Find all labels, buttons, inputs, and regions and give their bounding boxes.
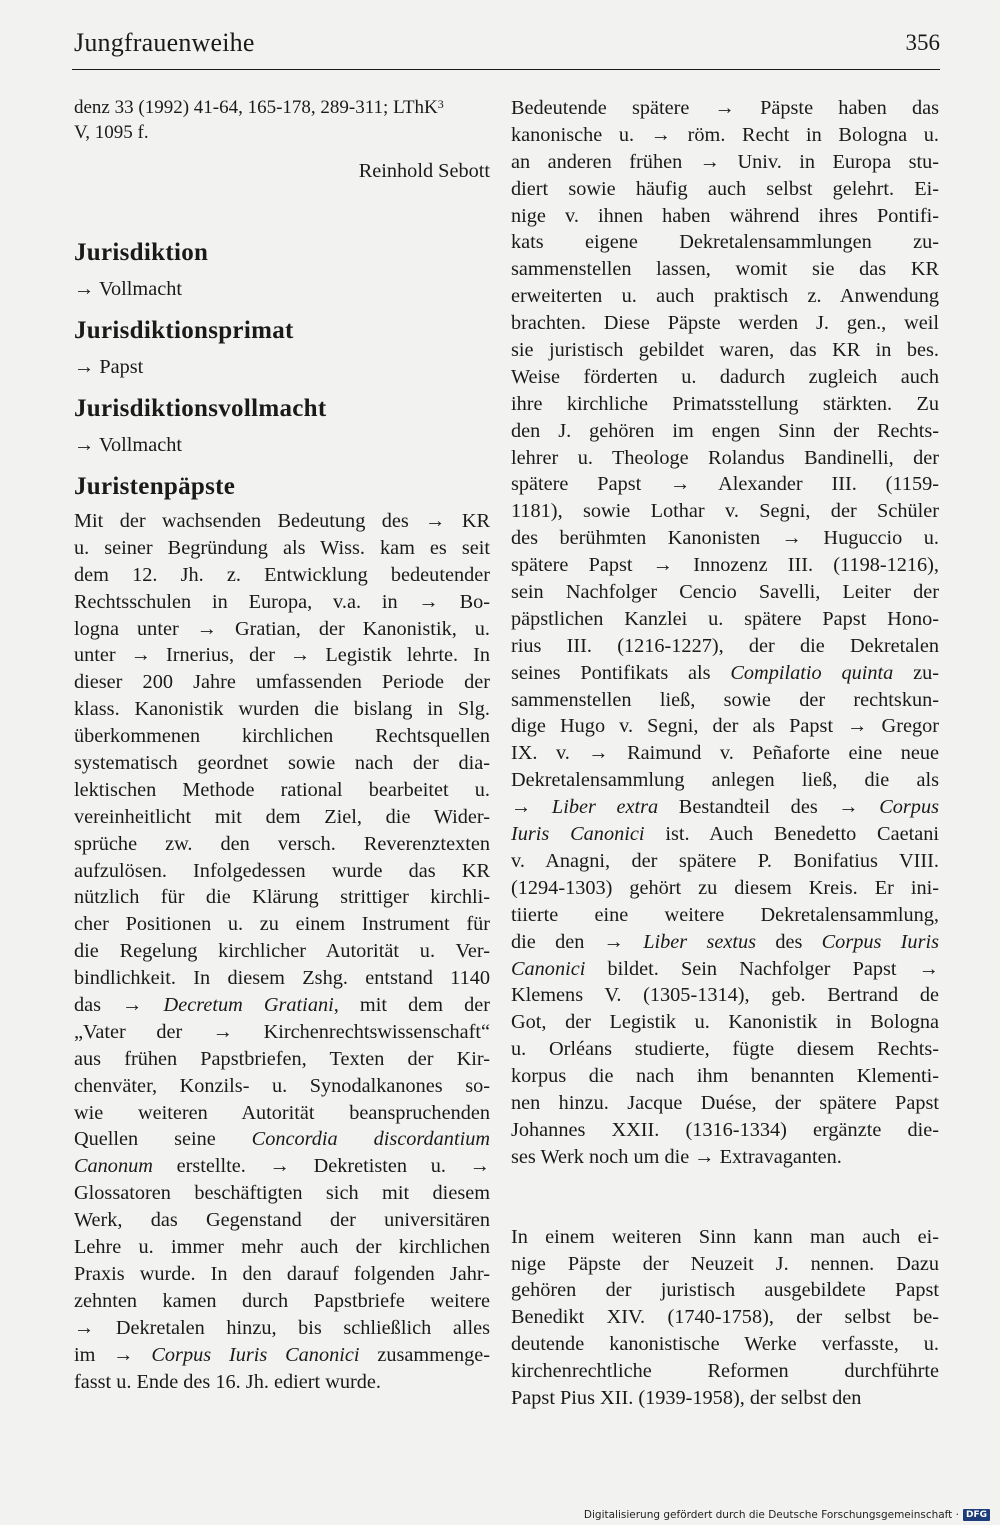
page-number: 356: [905, 30, 940, 55]
text-line: aufzulösen. Infolgedessen wurde das KR: [74, 859, 490, 882]
text-line: klass. Kanonistik wurden die bislang in Slg.: [74, 698, 490, 721]
text-line: Iuris Canonici ist. Auch Benedetto Caetani: [511, 823, 939, 846]
text-line: Mit der wachsenden Bedeutung des → KR: [74, 510, 490, 532]
text-line: erweiterten u. auch praktisch z. Anwendung: [511, 285, 939, 308]
text-line: päpstlichen Kanzlei u. spätere Papst Hono-: [511, 607, 939, 630]
cross-reference-link[interactable]: → Vollmacht: [74, 434, 182, 456]
text-line: aus frühen Papstbriefen, Texten der Kir-: [74, 1047, 490, 1070]
text-line: Bedeutende spätere → Päpste haben das: [511, 97, 939, 119]
text-line: → Liber extra Bestandteil des → Corpus: [511, 796, 939, 819]
text-line: gehören der juristisch ausgebildete Papst: [511, 1279, 939, 1302]
text-line: In einem weiteren Sinn kann man auch ei-: [511, 1225, 939, 1248]
text-line: „Vater der → Kirchenrechtswissenschaft“: [74, 1020, 490, 1043]
reference-superscript: 3: [437, 97, 444, 111]
text-line: vereinheitlicht mit dem Ziel, die Wider-: [74, 805, 490, 828]
text-line: sie juristisch gebildet waren, das KR in bes.: [511, 339, 939, 362]
text-line: spätere Papst → Innozenz III. (1198-1216),: [511, 554, 939, 577]
text-line: im → Corpus Iuris Canonici zusammenge-: [74, 1343, 490, 1366]
header-rule: [72, 69, 940, 70]
text-line: brachten. Diese Päpste werden J. gen., weil: [511, 312, 939, 335]
text-line: wie weiteren Autorität beanspruchenden: [74, 1101, 490, 1124]
text-line: nige Päpste der Neuzeit J. nennen. Dazu: [511, 1252, 939, 1275]
entry-body-paragraph: [511, 1224, 939, 1412]
text-line: Dekretalensammlung anlegen ließ, die als: [511, 769, 939, 792]
digitization-credit: [584, 1509, 990, 1521]
text-line: Papst Pius XII. (1939-1958), der selbst den: [511, 1386, 862, 1409]
main-entry-headword: Juristenpäpste: [74, 473, 236, 500]
text-line: Johannes XXII. (1316-1334) ergänzte die-: [511, 1118, 939, 1141]
text-line: ses Werk noch um die → Extravaganten.: [511, 1145, 842, 1168]
text-line: Klemens V. (1305-1314), geb. Bertrand de: [511, 984, 939, 1007]
credit-text: Digitalisierung gefördert durch die Deutsche Forschungsgemeinschaft ·: [583, 1509, 959, 1521]
entry-headword: Jurisdiktionsvollmacht: [74, 395, 327, 422]
left-column: [74, 95, 490, 1395]
text-line: Rechtsschulen in Europa, v.a. in → Bo-: [74, 590, 490, 613]
text-line: IX. v. → Raimund v. Peñaforte eine neue: [511, 742, 939, 765]
text-line: den J. gehören im engen Sinn der Rechts-: [511, 419, 939, 442]
text-line: → Dekretalen hinzu, bis schließlich alles: [74, 1316, 490, 1339]
text-line: diert sowie häufig auch selbst gelehrt. Ei-: [511, 177, 939, 200]
text-line: ihre kirchliche Primatsstellung stärkten. Zu: [511, 392, 939, 415]
text-line: nützlich für die Klärung strittiger kirchli-: [74, 886, 490, 909]
text-line: dige Hugo v. Segni, der als Papst → Gregor: [511, 715, 939, 738]
text-line: Lehre u. immer mehr auch der kirchlichen: [74, 1236, 490, 1259]
text-line: sammenstellen lassen, womit sie das KR: [511, 258, 939, 281]
text-line: sein Nachfolger Cencio Savelli, Leiter der: [511, 581, 939, 604]
author-signature: Reinhold Sebott: [358, 160, 490, 182]
text-line: des berühmten Kanonisten → Huguccio u.: [511, 527, 939, 550]
entry-body-paragraph: [511, 95, 939, 1171]
entry-headword: Jurisdiktion: [74, 239, 209, 266]
running-head: Jungfrauenweihe: [74, 28, 255, 57]
text-line: das → Decretum Gratiani, mit dem der: [74, 994, 491, 1017]
text-line: Weise förderten u. dadurch zugleich auch: [511, 365, 939, 388]
entry-headword: Jurisdiktionsprimat: [74, 317, 294, 344]
text-line: kirchenrechtliche Reformen durchführte: [511, 1360, 939, 1383]
cross-reference-link[interactable]: → Papst: [74, 356, 144, 378]
text-line: systematisch geordnet sowie nach der dia-: [74, 752, 490, 775]
text-line: sprüche zw. den versch. Reverenztexten: [74, 832, 490, 855]
text-line: dieser 200 Jahre umfassenden Periode der: [74, 671, 490, 694]
text-line: Got, der Legistik u. Kanonistik in Bologna: [511, 1011, 939, 1034]
text-line: sammenstellen ließ, sowie der rechtskun-: [511, 688, 939, 711]
entry-body: [74, 508, 490, 1395]
text-line: kanonische u. → röm. Recht in Bologna u.: [511, 123, 939, 146]
text-line: Praxis wurde. In den darauf folgenden Jahr-: [74, 1262, 490, 1285]
text-line: korpus die nach ihm benannten Klementi-: [511, 1065, 939, 1088]
text-line: zehnten kamen durch Papstbriefe weitere: [74, 1289, 490, 1312]
text-line: die den → Liber sextus des Corpus Iuris: [511, 930, 939, 953]
text-line: u. Orléans studierte, fügte diesem Rechts-: [511, 1038, 939, 1061]
text-line: spätere Papst → Alexander III. (1159-: [511, 473, 939, 496]
text-line: lehrer u. Theologe Rolandus Bandinelli, der: [511, 446, 939, 469]
text-line: bindlichkeit. In diesem Zshg. entstand 1140: [74, 967, 490, 990]
text-line: unter → Irnerius, der → Legistik lehrte. In: [74, 644, 490, 667]
text-line: deutende kanonistische Werke verfasste, u.: [511, 1333, 939, 1356]
text-line: tiierte eine weitere Dekretalensammlung,: [511, 903, 939, 926]
text-line: chenväter, Konzils- u. Synodalkanones so-: [74, 1074, 490, 1097]
text-line: dem 12. Jh. z. Entwicklung bedeutender: [74, 563, 490, 586]
text-line: Benedikt XIV. (1740-1758), der selbst be-: [511, 1306, 939, 1329]
text-line: Werk, das Gegenstand der universitären: [74, 1209, 490, 1232]
text-line: u. seiner Begründung als Wiss. kam es seit: [74, 536, 490, 559]
reference-line: V, 1095 f.: [74, 122, 149, 143]
text-line: seines Pontifikats als Compilatio quinta zu-: [511, 661, 939, 684]
reference-line: denz 33 (1992) 41-64, 165-178, 289-311; LThK$^3$: [74, 97, 444, 118]
cross-reference-link[interactable]: → Vollmacht: [74, 278, 182, 300]
text-line: nen hinzu. Jacque Duése, der spätere Papst: [511, 1091, 939, 1114]
text-line: fasst u. Ende des 16. Jh. ediert wurde.: [74, 1370, 381, 1393]
text-line: lektischen Methode rational bearbeitet u.: [74, 778, 490, 801]
text-line: nige v. ihnen haben während ihres Pontifi-: [511, 204, 939, 227]
text-line: Canonum erstellte. → Dekretisten u. →: [74, 1155, 490, 1178]
text-line: die Regelung kirchlicher Autorität u. Ver-: [74, 940, 490, 963]
text-line: logna unter → Gratian, der Kanonistik, u.: [74, 617, 490, 640]
text-line: überkommenen kirchlichen Rechtsquellen: [74, 725, 490, 748]
text-line: 1181), sowie Lothar v. Segni, der Schüler: [511, 500, 939, 523]
text-line: an anderen frühen → Univ. in Europa stu-: [511, 150, 939, 173]
text-line: Quellen seine Concordia discordantium: [74, 1128, 491, 1151]
right-column: [511, 95, 939, 1412]
text-line: cher Positionen u. zu einem Instrument für: [74, 913, 490, 936]
dfg-logo: DFG: [963, 1509, 990, 1521]
text-line: Canonici bildet. Sein Nachfolger Papst →: [511, 957, 939, 980]
text-line: v. Anagni, der spätere P. Bonifatius VIII.: [511, 849, 939, 872]
text-line: rius III. (1216-1227), der die Dekretalen: [511, 634, 939, 657]
text-line: Glossatoren beschäftigten sich mit diesem: [74, 1182, 490, 1205]
text-line: (1294-1303) gehört zu diesem Kreis. Er ini-: [511, 876, 939, 899]
text-line: kats eigene Dekretalensammlungen zu-: [511, 231, 939, 254]
